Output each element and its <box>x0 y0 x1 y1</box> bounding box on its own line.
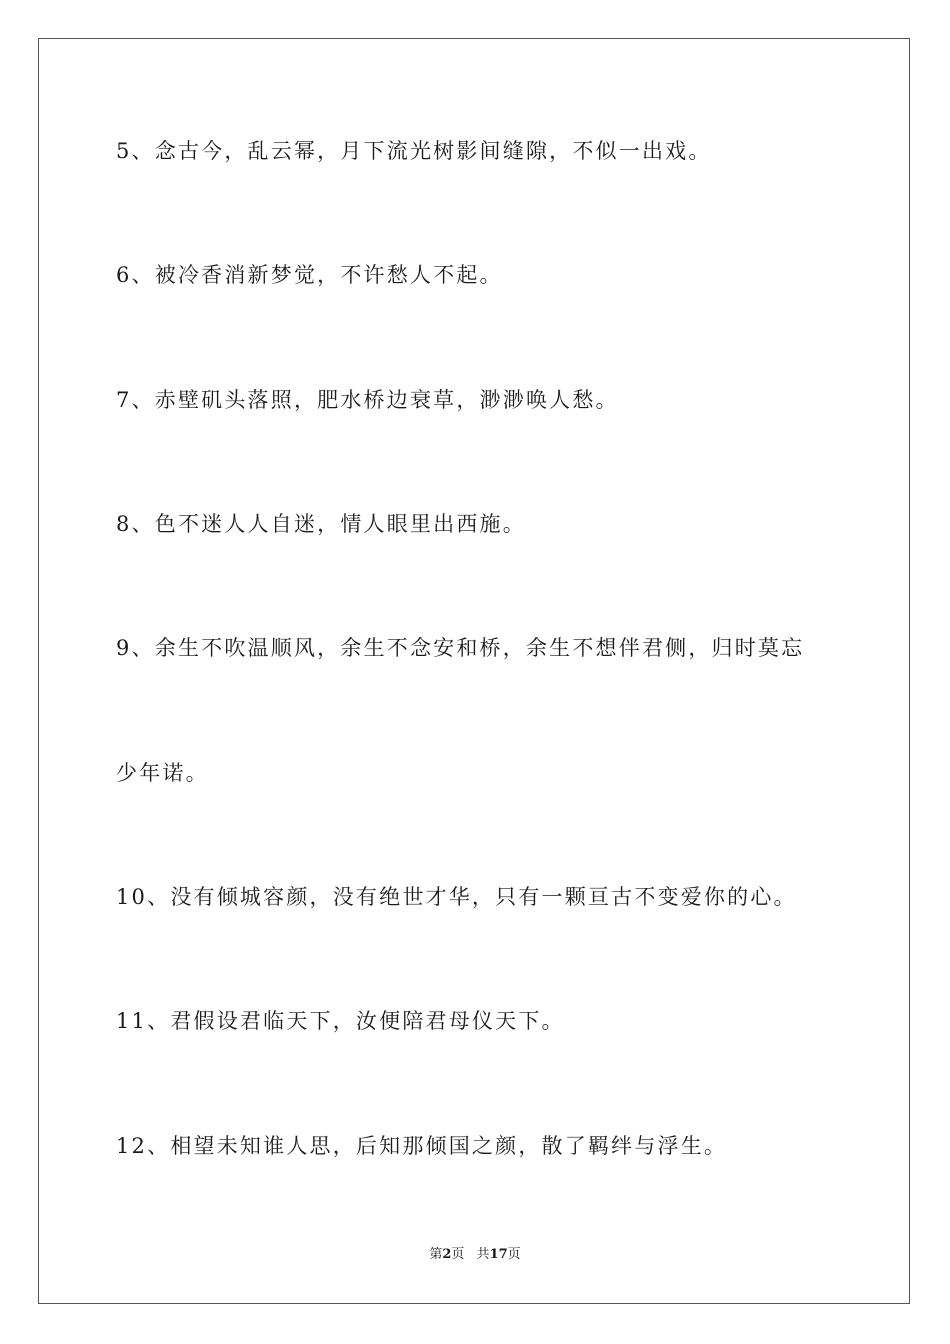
text-line-9-continued: 少年诺。 <box>116 761 209 785</box>
text-line-10: 10、没有倾城容颜，没有绝世才华，只有一颗亘古不变爱你的心。 <box>116 885 797 909</box>
text-line-8: 8、色不迷人人自迷，情人眼里出西施。 <box>116 512 526 536</box>
page-border <box>38 38 910 1304</box>
page-number: 2 <box>442 1247 452 1262</box>
page-footer <box>0 1246 950 1264</box>
page-indicator: 第2页 <box>429 1247 465 1262</box>
text-line-6: 6、被冷香消新梦觉，不许愁人不起。 <box>116 263 503 287</box>
text-line-5: 5、念古今，乱云幂，月下流光树影间缝隙，不似一出戏。 <box>116 139 712 163</box>
text-line-11: 11、君假设君临天下，汝便陪君母仪天下。 <box>116 1009 565 1033</box>
text-line-7: 7、赤壁矶头落照，肥水桥边衰草，渺渺唤人愁。 <box>116 388 619 412</box>
total-pages: 17 <box>489 1247 508 1262</box>
text-line-9: 9、余生不吹温顺风，余生不念安和桥，余生不想伴君侧，归时莫忘 <box>116 636 805 660</box>
total-pages-indicator: 共17页 <box>476 1247 521 1262</box>
text-line-12: 12、相望未知谁人思，后知那倾国之颜，散了羁绊与浮生。 <box>116 1134 728 1158</box>
